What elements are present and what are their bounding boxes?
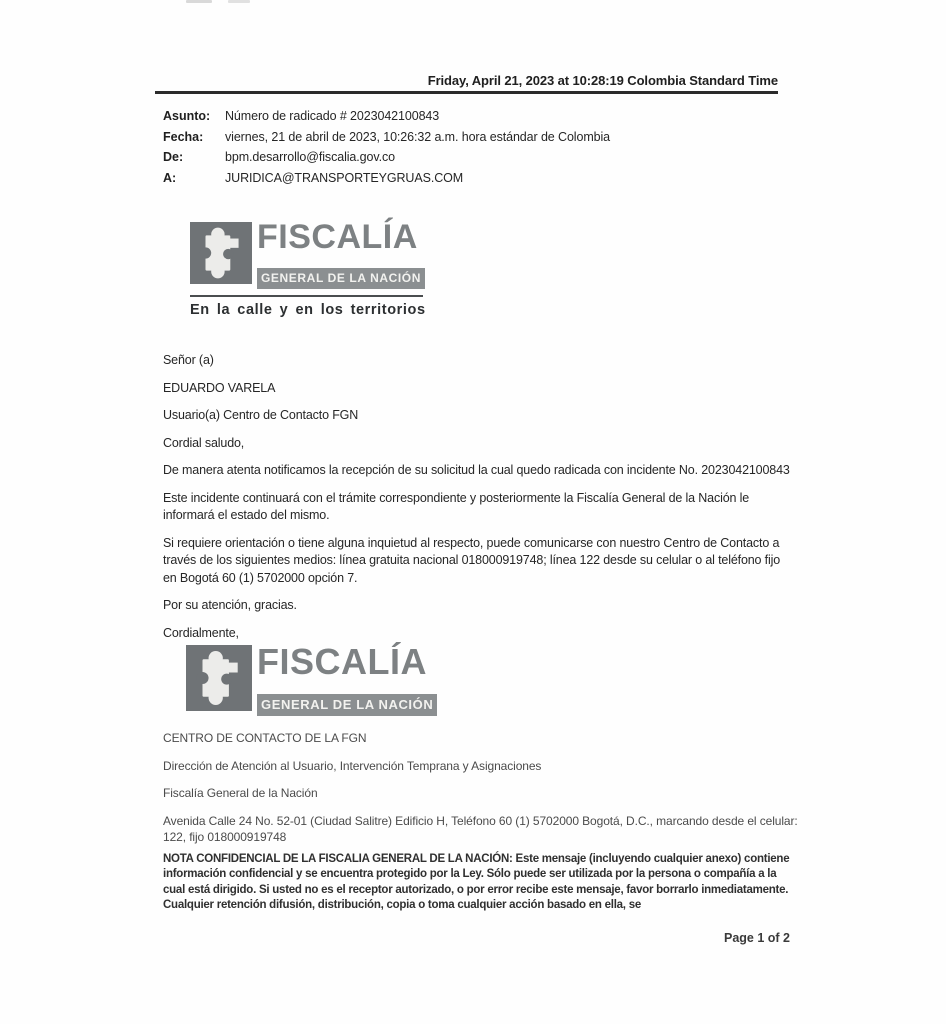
email-header-value: viernes, 21 de abril de 2023, 10:26:32 a.m. hora estándar de Colombia [225, 129, 611, 144]
email-header-row-from [163, 147, 803, 168]
email-header-value: bpm.desarrollo@fiscalia.gov.co [225, 150, 395, 165]
letter-recipient-role: Usuario(a) Centro de Contacto FGN [163, 408, 359, 422]
signature-direction: Dirección de Atención al Usuario, Intervención Temprana y Asignaciones [163, 758, 542, 773]
email-header-row-date [163, 127, 803, 148]
email-header-label: De: [163, 150, 184, 165]
print-timestamp: Friday, April 21, 2023 at 10:28:19 Colombia Standard Time [427, 73, 778, 88]
letter-paragraph: Si requiere orientación o tiene alguna inquietud al respecto, puede comunicarse con nuestro Centro de Contacto a través de los siguientes medios: línea gratuita nacional 018000919748; línea 122 desde su celular o al teléfono fijo en Bogotá 60 (1) 5702000 opción 7. [163, 535, 781, 585]
signature-entity: Fiscalía General de la Nación [163, 786, 318, 800]
email-headers [163, 106, 803, 189]
email-header-label: A: [163, 171, 177, 186]
fiscalia-logo-signature [186, 641, 437, 716]
logo-wordmark: FISCALÍA [257, 218, 418, 256]
letter-greeting: Cordial saludo, [163, 435, 245, 450]
signature-address: Avenida Calle 24 No. 52-01 (Ciudad Salitre) Edificio H, Teléfono 60 (1) 5702000 Bogotá, D.C., marcando desde el celular: 122, fijo 018000919748 [163, 813, 798, 844]
fiscalia-logo [190, 218, 426, 318]
confidential-note: NOTA CONFIDENCIAL DE LA FISCALIA GENERAL DE LA NACIÓN: Este mensaje (incluyendo cualquier anexo) contiene información confidencial y se encuentra protegido por la Ley. Sólo puede ser utilizada por la persona o compañía a la cual está dirigido. Si usted no es el receptor autorizado, o por error recibe este mensaje, favor borrarlo inmediatamente. Cualquier retención difusión, distribución, copia o toma cualquier acción basado en ella, se [163, 853, 790, 911]
fiscalia-logo-lockup [190, 218, 425, 289]
scan-artifact [228, 0, 250, 3]
logo-tagline: En la calle y en los territorios [190, 295, 423, 318]
email-header-row-subject [163, 106, 803, 127]
letter-closing: Cordialmente, [163, 625, 239, 640]
logo-text-column [257, 641, 437, 716]
email-header-value: Número de radicado # 2023042100843 [225, 109, 440, 123]
email-header-label: Fecha: [163, 129, 204, 144]
letter-body [163, 352, 795, 652]
fiscalia-logo-lockup [186, 641, 437, 716]
letter-recipient: EDUARDO VARELA [163, 380, 276, 395]
logo-subtitle-bar: GENERAL DE LA NACIÓN [257, 694, 437, 716]
email-header-row-to [163, 168, 803, 189]
letter-thanks: Por su atención, gracias. [163, 598, 297, 612]
scan-artifact [186, 0, 212, 3]
email-header-value: JURIDICA@TRANSPORTEYGRUAS.COM [225, 171, 464, 186]
page-number: Page 1 of 2 [724, 931, 790, 945]
letter-salutation: Señor (a) [163, 353, 214, 367]
puzzle-piece-icon [190, 222, 252, 289]
logo-subtitle-bar: GENERAL DE LA NACIÓN [257, 268, 425, 289]
letter-paragraph: Este incidente continuará con el trámite correspondiente y posteriormente la Fiscalía General de la Nación le informará el estado del mismo. [163, 490, 750, 522]
logo-text-column [257, 218, 425, 289]
signature-block [163, 730, 803, 857]
email-header-label: Asunto: [163, 109, 211, 123]
signature-org-unit: CENTRO DE CONTACTO DE LA FGN [163, 731, 367, 745]
logo-wordmark: FISCALÍA [257, 641, 427, 682]
header-divider [155, 91, 778, 94]
puzzle-piece-icon [186, 645, 252, 716]
letter-paragraph: De manera atenta notificamos la recepción de su solicitud la cual quedo radicada con incidente No. 2023042100843 [163, 463, 790, 477]
